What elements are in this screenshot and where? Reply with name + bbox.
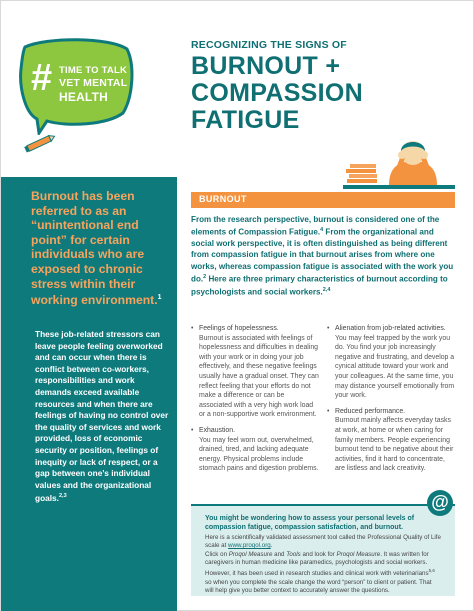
stressors-citation: 2,3 [58, 493, 67, 500]
list-item-body: Burnout is associated with feelings of hopelessness and difficulties in dealing with your work or in doing your job effectively, and these negative feelings usually have a gradual onset. They can reflect feeling that your efforts do not make a difference or can be associated with a very high work load or a non-supportive work environment. [199, 334, 319, 419]
info-text-2c: and look for [300, 550, 337, 558]
info-text-2b: and [272, 550, 287, 558]
title-line-3: FATIGUE [191, 106, 300, 134]
list-item-body: You may feel worn out, overwhelmed, drained, tired, and lacking adequate energy. Physical problems include stomach pains and digestion problems. [199, 436, 319, 473]
header-kicker: RECOGNIZING THE SIGNS OF [191, 39, 347, 51]
info-text-2e: so when you complete the scale change the word “person” to client or patient. That will help give you better context to accurately answer the questions. [205, 578, 432, 594]
characteristics-list-right [327, 324, 455, 480]
list-item [191, 426, 319, 474]
lead-citation-1: 4 [320, 227, 324, 234]
info-citation: 5,6 [428, 568, 435, 574]
lead-text-3: Here are three primary characteristics of burnout according to psychologists and social workers. [191, 274, 448, 297]
bullet-icon: • [327, 325, 330, 332]
info-text-period: . [270, 542, 273, 550]
quote-text: Burnout has been referred to as an “unintentional end point” for certain individuals who are exposed to chronic stress within their working environment. [31, 189, 158, 308]
stressors-text: These job-related stressors can leave people feeling overworked and can occur when there is conflict between co-workers, responsibilities and work demands exceed available resources and when there are feelings of having no control over the quality of services and work provided, loss of economic security or position, feelings of inequity or lack of respect, or a gap between one’s individual values and the organizational goals. [35, 329, 169, 504]
info-em-3: Proqol Measure [336, 550, 381, 558]
info-em-2: Tools [286, 550, 301, 558]
badge-line-2: VET MENTAL [59, 77, 128, 89]
lead-paragraph [191, 214, 457, 297]
list-item-body: You may feel trapped by the work you do. You find your job increasingly negative and frustrating, and develop a cynical attitude toward your work and your colleagues. At the same time, you may distance yourself emotionally from your work. [335, 334, 455, 400]
title-line-2: COMPASSION [191, 79, 363, 107]
lead-citation-2: 2 [203, 273, 207, 280]
info-body [205, 534, 441, 595]
info-text-2d: . It was written for caregivers in human medicine like paramedics, psychologists and social workers. However, it has been used in research studies and clinical work with veterinarians [205, 550, 429, 578]
list-item-heading: Reduced performance. [335, 407, 406, 415]
speech-bubble-icon [17, 35, 135, 135]
burnout-definition-quote [31, 189, 171, 308]
quote-citation: 1 [157, 294, 162, 302]
proqol-link[interactable]: www.proqol.org [228, 542, 271, 550]
lead-text-1: From the research perspective, burnout is considered one of the elements of Compassion Fatigue. [191, 215, 440, 237]
section-label: BURNOUT [199, 194, 247, 204]
bullet-icon: • [191, 426, 194, 434]
badge-line-3: HEALTH [59, 90, 108, 104]
badge-line-1: TIME TO TALK [59, 65, 128, 76]
list-item-heading: Exhaustion. [199, 426, 236, 434]
person-head-in-hands-illustration [343, 135, 455, 193]
info-text-2a: Click on [205, 550, 229, 558]
at-sign-icon: @ [427, 490, 453, 516]
info-em-1: Proqol Measure [228, 550, 273, 558]
bullet-icon: • [191, 325, 194, 332]
assessment-info-box [191, 504, 455, 596]
info-heading: You might be wondering how to assess your personal levels of compassion fatigue, compassion satisfaction, and burnout. [205, 515, 415, 532]
bullet-icon: • [327, 407, 330, 415]
list-item [327, 324, 455, 401]
list-item [191, 324, 319, 420]
title-line-1: BURNOUT + [191, 52, 341, 80]
list-item-body: Burnout mainly affects everyday tasks at work, at home or when caring for family members. People experiencing burnout tend to be negative about their activities, find it hard to concentrate, are listless and lack creativity. [335, 417, 454, 473]
section-header-burnout [191, 192, 455, 208]
list-item-heading: Alienation from job-related activities. [335, 325, 446, 332]
list-item-heading: Feelings of hopelessness. [199, 325, 279, 332]
hashtag-glyph: # [31, 57, 53, 99]
info-text-1: Here is a scientifically validated assessment tool called the Professional Quality of Life scale at [205, 534, 441, 550]
left-column [1, 1, 177, 611]
stressors-paragraph [35, 329, 171, 505]
pencil-icon [23, 133, 57, 153]
lead-citation-3: 2,4 [322, 286, 331, 293]
lead-text-2: From the organizational and social work perspective, it is often distinguished as being different from compassion fatigue in that burnout arises from where one works, whereas compassion fatigue is associated with the work you do. [191, 227, 454, 284]
characteristics-list-left [191, 324, 319, 480]
list-item [327, 407, 455, 474]
